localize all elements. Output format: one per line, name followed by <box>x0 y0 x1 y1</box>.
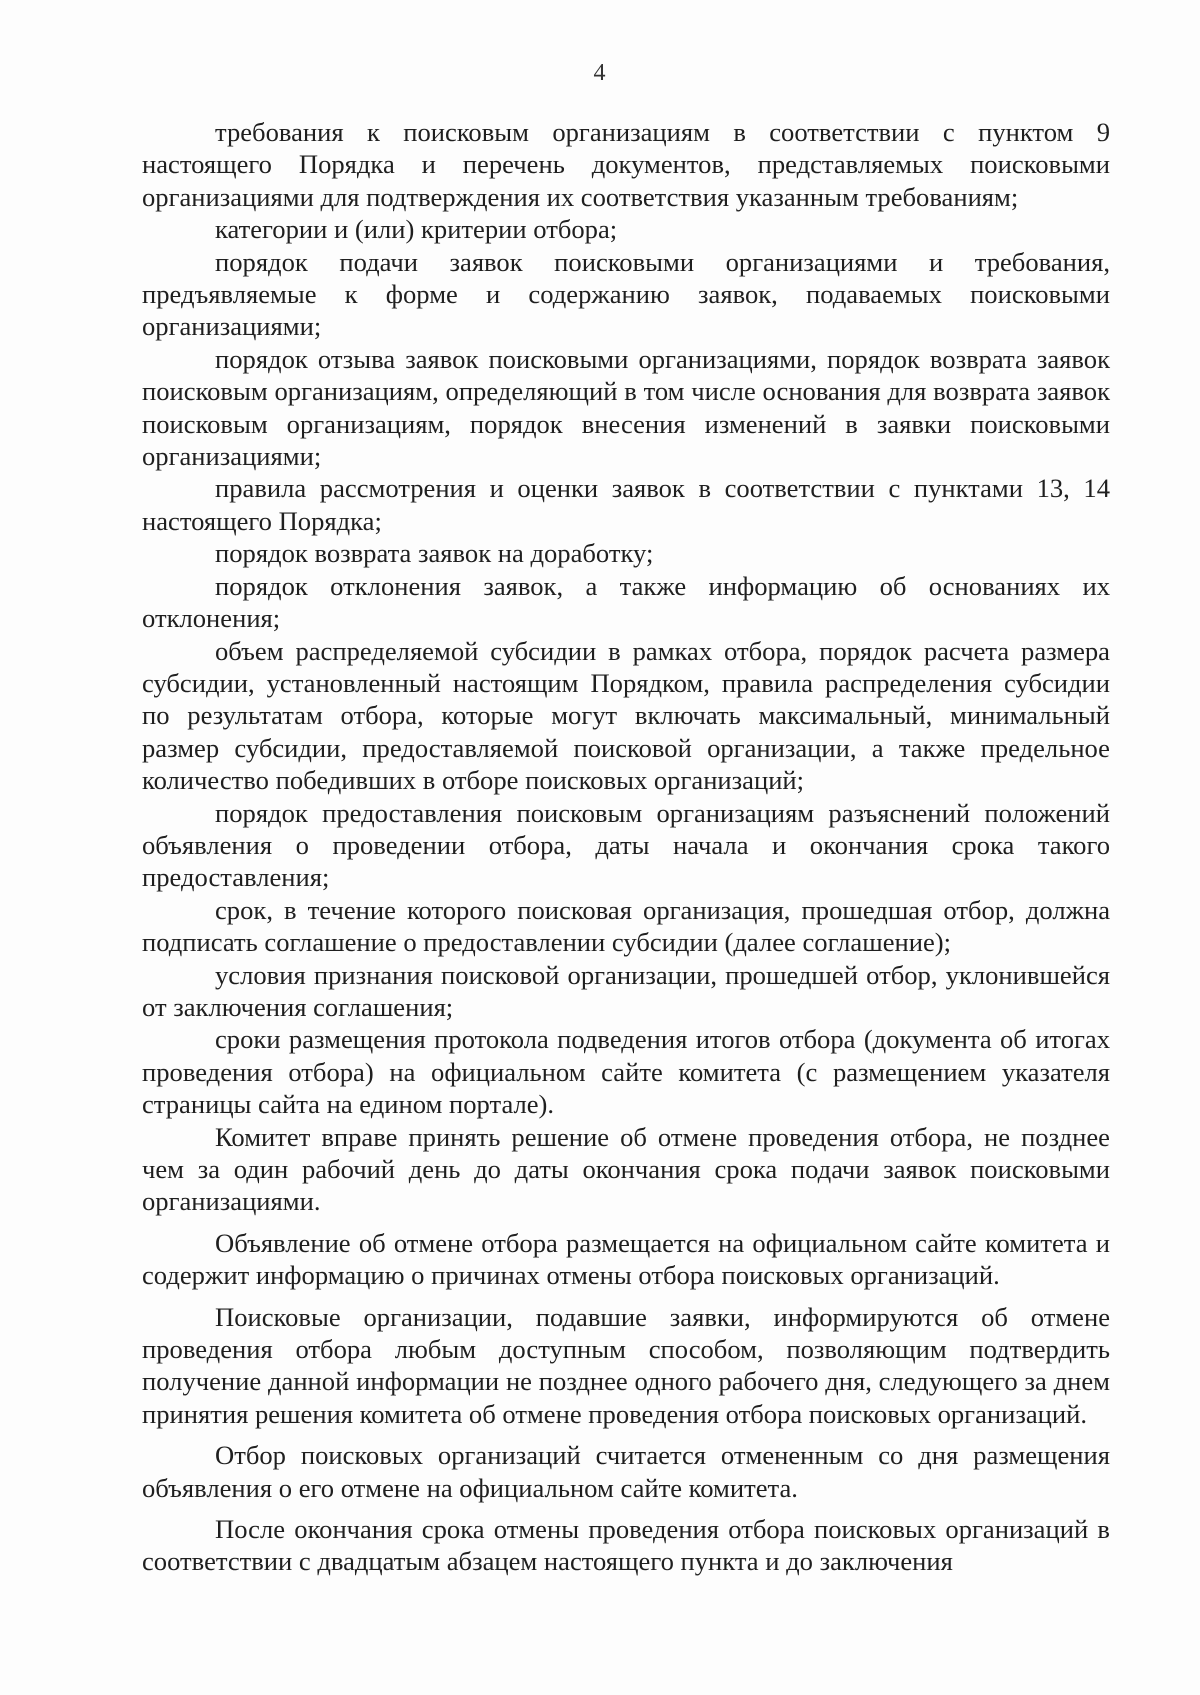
paragraph: категории и (или) критерии отбора; <box>215 214 618 245</box>
paragraph: Комитет вправе принять решение об отмене проведения отбора, не позднее чем за один рабочий день до даты окончания срока подачи заявок поисковыми организациями. <box>142 1121 1110 1217</box>
paragraph: После окончания срока отмены проведения отбора поисковых организаций в соответствии с двадцатым абзацем настоящего пункта и до заключения <box>142 1514 1110 1577</box>
paragraph: Поисковые организации, подавшие заявки, информируются об отмене проведения отбора любым доступным способом, позволяющим подтвердить получение данной информации не позднее одного рабочего дня, следующего за днем принятия решения комитета об отмене проведения отбора поисковых организаций. <box>142 1301 1110 1429</box>
paragraph: порядок предоставления поисковым организациям разъяснений положений объявления о проведении отбора, даты начала и окончания срока такого предоставления; <box>142 797 1110 893</box>
paragraph: правила рассмотрения и оценки заявок в соответствии с пунктами 13, 14 настоящего Порядка; <box>142 473 1110 536</box>
paragraph: срок, в течение которого поисковая организация, прошедшая отбор, должна подписать соглашение о предоставлении субсидии (далее соглашение); <box>142 894 1110 958</box>
paragraph: требования к поисковым организациям в соответствии с пунктом 9 настоящего Порядка и перечень документов, представляемых поисковыми организациями для подтверждения их соответствия указанным требованиям; <box>142 117 1110 212</box>
paragraph: Отбор поисковых организаций считается отмененным со дня размещения объявления о его отмене на официальном сайте комитета. <box>142 1440 1110 1503</box>
paragraph: условия признания поисковой организации, прошедшей отбор, уклонившейся от заключения соглашения; <box>142 959 1110 1022</box>
paragraph: объем распределяемой субсидии в рамках отбора, порядок расчета размера субсидии, установленный настоящим Порядком, правила распределения субсидии по результатам отбора, которые могут включать максимальный, минимальный размер субсидии, предоставляемой поисковой организации, а также предельное количество победивших в отборе поисковых организаций; <box>142 635 1110 796</box>
document-body <box>142 116 1110 1578</box>
paragraph: порядок отклонения заявок, а также информацию об основаниях их отклонения; <box>142 570 1110 634</box>
paragraph: сроки размещения протокола подведения итогов отбора (документа об итогах проведения отбора) на официальном сайте комитета (с размещением указателя страницы сайта на едином портале). <box>142 1024 1110 1120</box>
paragraph: Объявление об отмене отбора размещается на официальном сайте комитета и содержит информацию о причинах отмены отбора поисковых организаций. <box>142 1227 1110 1291</box>
paragraph: порядок возврата заявок на доработку; <box>215 538 654 569</box>
page-number: 4 <box>593 60 607 86</box>
paragraph: порядок отзыва заявок поисковыми организациями, порядок возврата заявок поисковым организациям, определяющий в том числе основания для возврата заявок поисковым организациям, порядок внесения изменений в заявки поисковыми организациями; <box>142 343 1110 472</box>
paragraph: порядок подачи заявок поисковыми организациями и требования, предъявляемые к форме и содержанию заявок, подаваемых поисковыми организациями; <box>142 246 1110 342</box>
